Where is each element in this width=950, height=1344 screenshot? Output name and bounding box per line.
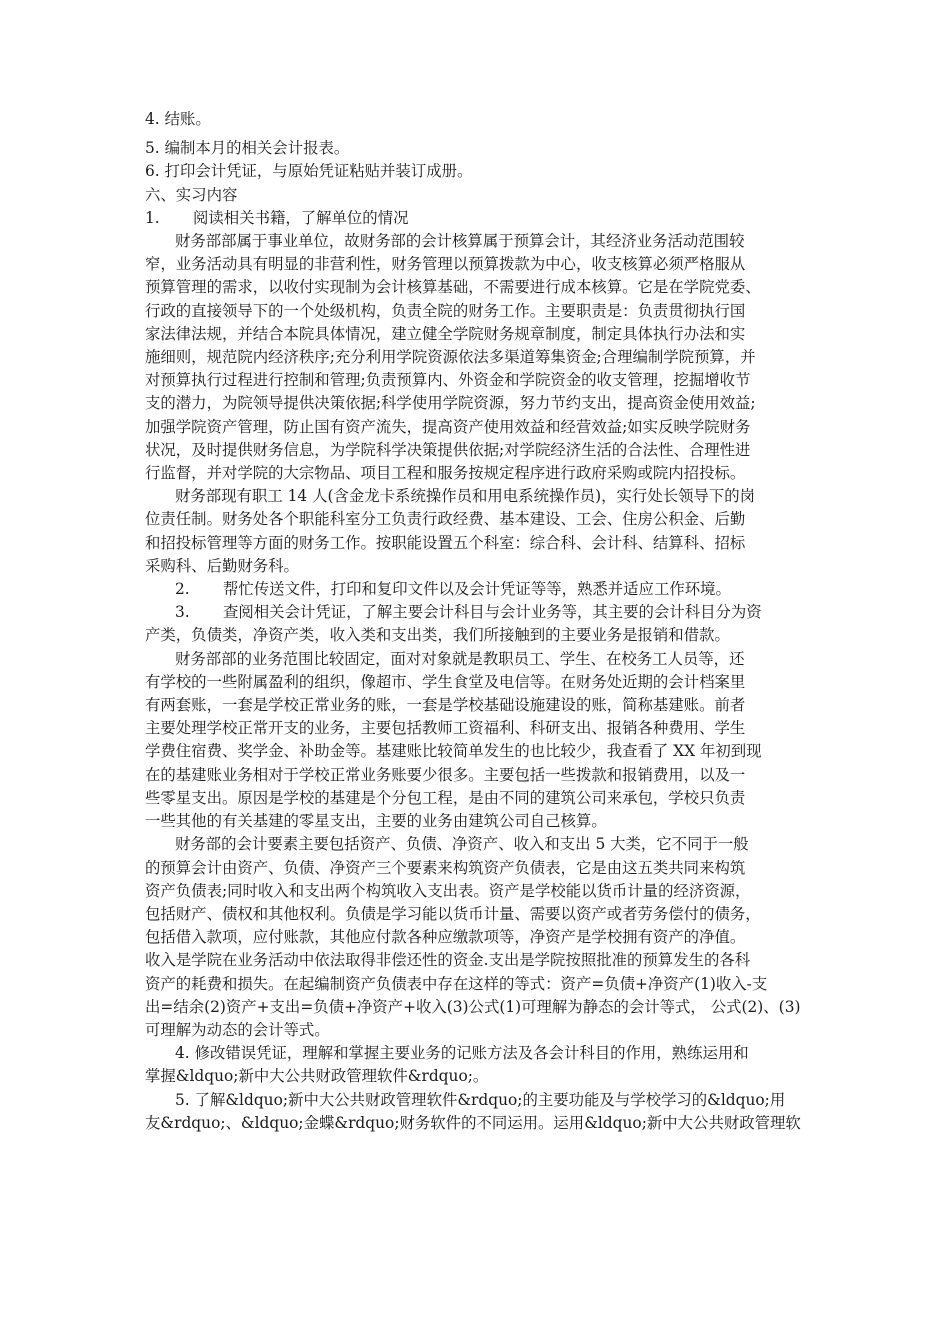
item-1-text: 阅读相关书籍，了解单位的情况 — [193, 208, 409, 227]
item-3-text: 查阅相关会计凭证，了解主要会计科目与会计业务等，其主要的会计科目分为资 — [223, 603, 762, 622]
paragraph-1 — [145, 230, 827, 485]
paragraph-line: 资产负债表;同时收入和支出两个构筑收入支出表。资产是学校能以货币计量的经济资源， — [145, 881, 751, 900]
paragraph-line: 财务部现有职工 14 人(含金龙卡系统操作员和用电系统操作员)，实行处长领导下的岗 — [175, 487, 756, 506]
item-3-first-line — [145, 601, 827, 624]
paragraph-line: 5. 了解&ldquo;新中大公共财政管理软件&rdquo;的主要功能及与学校学习的&ldquo;用 — [175, 1090, 786, 1109]
item-3 — [145, 601, 827, 647]
paragraph-line: 在的基建账业务相对于学校正常业务账要少很多。主要包括一些拨款和报销费用，以及一 — [145, 765, 746, 784]
paragraph-line: 窄，业务活动具有明显的非营利性，财务管理以预算拨款为中心，收支核算必须严格服从 — [145, 255, 746, 274]
paragraph-line: 收入是学院在业务活动中依法取得非偿还性的资金.支出是学院按照批准的预算发生的各科 — [145, 951, 751, 970]
paragraph-line: 产类，负债类，净资产类，收入类和支出类，我们所接触到的主要业务是报销和借款。 — [145, 626, 730, 645]
paragraph-line: 可理解为动态的会计等式。 — [145, 1020, 330, 1039]
paragraph-line: 4. 修改错误凭证，理解和掌握主要业务的记账方法及各会计科目的作用，熟练运用和 — [175, 1044, 749, 1063]
paragraph-line: 学费住宿费、奖学金、补助金等。基建账比较简单发生的也比较少，我查看了 XX 年初到现 — [145, 742, 762, 761]
paragraph-line: 预算管理的需求，以收付实现制为会计核算基础，不需要进行成本核算。它是在学院党委、 — [145, 278, 761, 297]
item-2-number: 2. — [175, 580, 190, 599]
paragraph-line: 和招投标管理等方面的财务工作。按职能设置五个科室：综合科、会计科、结算科、招标 — [145, 533, 746, 552]
paragraph-5 — [145, 1042, 827, 1088]
paragraph-line: 掌握&ldquo;新中大公共财政管理软件&rdquo;。 — [145, 1067, 489, 1086]
paragraph-line: 施细则，规范院内经济秩序;充分利用学院资源依法多渠道筹集资金;合理编制学院预算，并 — [145, 348, 756, 367]
paragraph-line: 财务部的会计要素主要包括资产、负债、净资产、收入和支出 5 大类，它不同于一般 — [175, 835, 749, 854]
paragraph-4 — [145, 833, 827, 1042]
item-1 — [145, 207, 827, 230]
paragraph-line: 包括借入款项，应付账款，其他应付款各种应缴款项等，净资产是学校拥有资产的净值。 — [145, 928, 746, 947]
paragraph-line: 些零星支出。原因是学校的基建是个分包工程，是由不同的建筑公司来承包，学校只负责 — [145, 788, 746, 807]
step-5: 5. 编制本月的相关会计报表。 — [145, 139, 350, 158]
paragraph-line: 支的潜力，为院领导提供决策依据;科学使用学院资源，努力节约支出，提高资金使用效益; — [145, 394, 756, 413]
paragraph-line: 一些其他的有关基建的零星支出，主要的业务由建筑公司自己核算。 — [145, 812, 607, 831]
paragraph-line: 包括财产、债权和其他权利。负债是学习能以货币计量、需要以资产或者劳务偿付的债务， — [145, 904, 761, 923]
paragraph-line: 资产的耗费和损失。在起编制资产负债表中存在这样的等式：资产=负债+净资产(1)收入-支 — [145, 974, 768, 993]
paragraph-line: 采购科、后勤财务科。 — [145, 556, 299, 575]
document-page — [145, 108, 827, 1135]
item-2-text: 帮忙传送文件，打印和复印文件以及会计凭证等等，熟悉并适应工作环境。 — [223, 580, 731, 599]
paragraph-line: 财务部部属于事业单位，故财务部的会计核算属于预算会计，其经济业务活动范围较 — [175, 232, 745, 251]
paragraph-line: 行监督，并对学院的大宗物品、项目工程和服务按规定程序进行政府采购或院内招投标。 — [145, 464, 746, 483]
paragraph-6 — [145, 1089, 827, 1135]
paragraph-2 — [145, 485, 827, 578]
step-4: 4. 结账。 — [145, 110, 211, 128]
paragraph-line: 加强学院资产管理，防止国有资产流失，提高资产使用效益和经营效益;如实反映学院财务 — [145, 417, 751, 436]
item-1-number: 1. — [145, 208, 160, 227]
paragraph-line: 对预算执行过程进行控制和管理;负责预算内、外资金和学院资金的收支管理，挖掘增收节 — [145, 371, 751, 390]
paragraph-line: 家法律法规，并结合本院具体情况，建立健全学院财务规章制度，制定具体执行办法和实 — [145, 324, 746, 343]
paragraph-line: 状况，及时提供财务信息，为学院科学决策提供依据;对学院经济生活的合法性、合理性进 — [145, 440, 751, 459]
paragraph-line: 行政的直接领导下的一个处级机构，负责全院的财务工作。主要职责是：负责贯彻执行国 — [145, 301, 746, 320]
paragraph-line: 出=结余(2)资产+支出=负债+净资产+收入(3)公式(1)可理解为静态的会计等式， 公式(2)、(3) — [145, 997, 801, 1016]
paragraph-line: 有两套账，一套是学校正常业务的账，一套是学校基础设施建设的账，简称基建账。前者 — [145, 696, 746, 715]
paragraph-3 — [145, 648, 827, 834]
item-2 — [145, 578, 827, 601]
paragraph-line: 有学校的一些附属盈利的组织，像超市、学生食堂及电信等。在财务处近期的会计档案里 — [145, 672, 746, 691]
paragraph-line: 的预算会计由资产、负债、净资产三个要素来构筑资产负债表，它是由这五类共同来构筑 — [145, 858, 746, 877]
paragraph-line: 位责任制。财务处各个职能科室分工负责行政经费、基本建设、工会、住房公积金、后勤 — [145, 510, 746, 529]
section-heading: 六、实习内容 — [145, 185, 238, 204]
paragraph-line: 友&rdquo;、&ldquo;金蝶&rdquo;财务软件的不同运用。运用&ldquo;新中大公共财政管理软 — [145, 1113, 801, 1132]
paragraph-line: 主要处理学校正常开支的业务，主要包括教师工资福利、科研支出、报销各种费用、学生 — [145, 719, 746, 738]
step-6: 6. 打印会计凭证，与原始凭证粘贴并装订成册。 — [145, 162, 473, 181]
item-3-number: 3. — [175, 603, 190, 622]
paragraph-line: 财务部部的业务范围比较固定，面对对象就是教职员工、学生、在校务工人员等，还 — [175, 649, 745, 668]
